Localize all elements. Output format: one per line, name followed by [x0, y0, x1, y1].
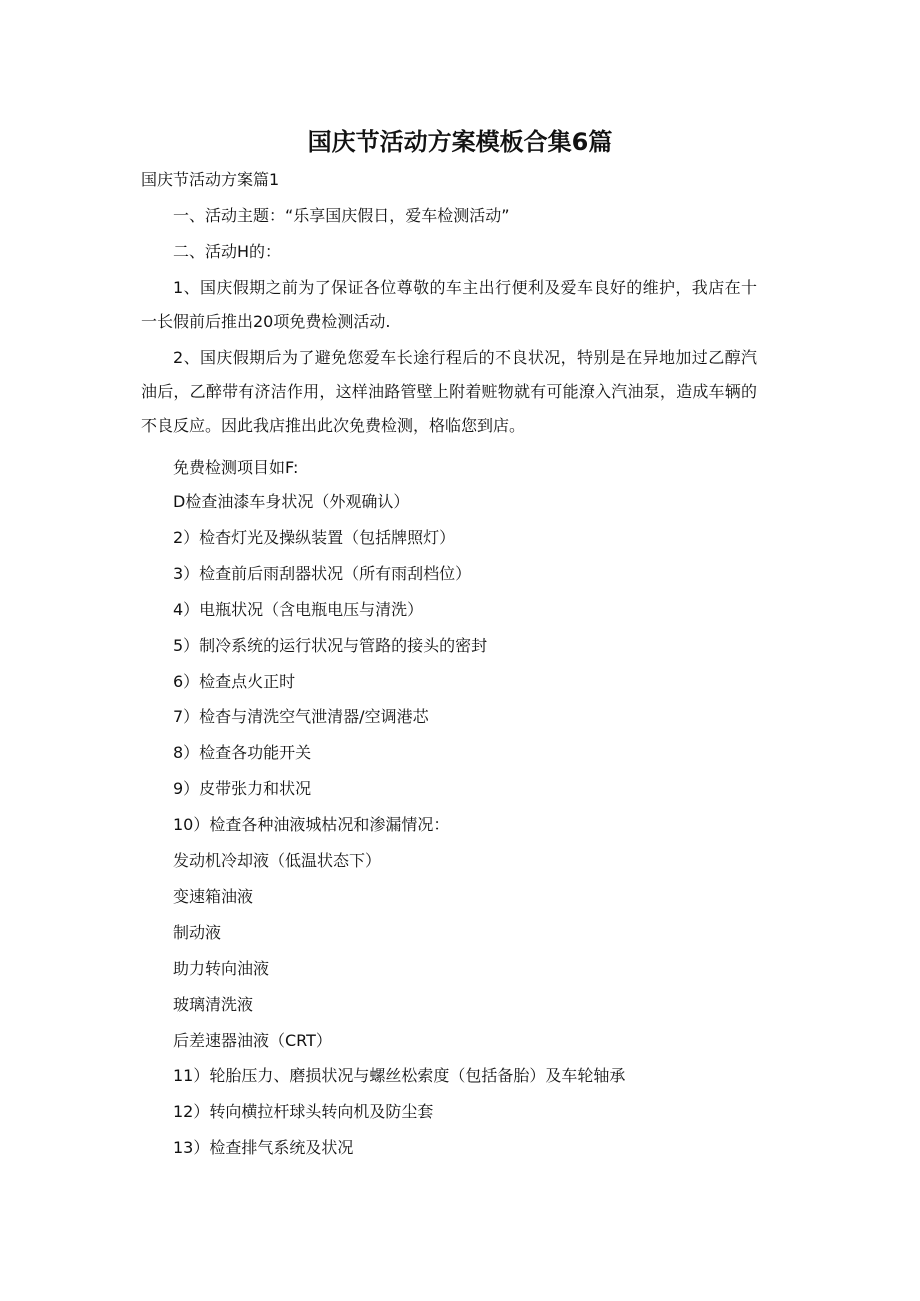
paragraph-2: 2、国庆假期后为了避免您爱车长途行程后的不良状况，特别是在异地加过乙醇汽油后，乙醉带有济洁作用，这样油路管壁上附着赃物就有可能潦入汽油泵，造成车辆的不良反应。因此我店推出此次免费检测，格临您到店。 [141, 348, 757, 435]
check-item: D检查油漆车身状况（外观确认） [173, 492, 410, 511]
fluid-item: 制动液 [173, 923, 222, 942]
fluid-item: 变速箱油液 [173, 887, 254, 906]
activity-theme: 一、活动主题：“乐享国庆假日，爱车检测活动” [173, 206, 510, 225]
fluid-item: 发动机冷却液（低温状态下） [173, 851, 382, 870]
fluid-item: 后差速器油液（CRT） [173, 1031, 332, 1050]
check-item: 9）皮带张力和状况 [173, 779, 312, 798]
paragraph-1: 1、国庆假期之前为了保证各位尊敬的车主出行便利及爱车良好的维护，我店在十一长假前后推出20项免费检测活动. [141, 278, 757, 331]
check-item: 11）轮胎压力、磨损状况与螺丝松索度（包括备胎）及车轮轴承 [173, 1066, 626, 1085]
check-item: 5）制冷系统的运行状况与管路的接头的密封 [173, 636, 488, 655]
section-heading: 国庆节活动方案篇1 [141, 170, 280, 189]
check-item: 13）检查排气系统及状况 [173, 1138, 354, 1157]
fluid-item: 玻璃清洗液 [173, 995, 254, 1014]
document-title: 国庆节活动方案模板合集6篇 [307, 128, 613, 156]
purpose-heading: 二、活动H的： [173, 242, 282, 261]
check-item: 10）检査各种油液城枯况和渗漏情况： [173, 815, 450, 834]
check-item: 7）检杳与清洗空气泄清器/空调港芯 [173, 707, 429, 726]
items-heading: 免费检测项目如F: [173, 458, 299, 477]
check-item: 3）检查前后雨刮器状况（所有雨刮档位） [173, 564, 472, 583]
check-item: 12）转向横拉杆球头转向机及防尘套 [173, 1102, 434, 1121]
check-item: 2）检杳灯光及操纵装置（包括牌照灯） [173, 528, 456, 547]
fluid-item: 助力转向油液 [173, 959, 270, 978]
check-item: 4）电瓶状况（含电瓶电压与清洗） [173, 600, 424, 619]
check-item: 8）检查各功能开关 [173, 743, 312, 762]
check-item: 6）检查点火正时 [173, 672, 296, 691]
